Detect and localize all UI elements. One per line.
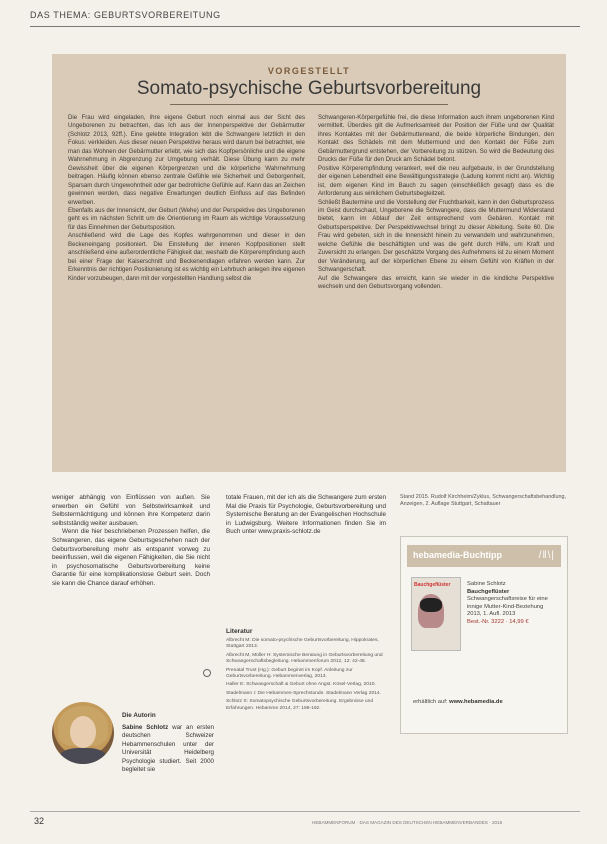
author-photo xyxy=(52,702,114,764)
paragraph: Schwangeren-Körpergefühle frei, die diese Information auch ihrem ungeborenen Kind vermittelt. Überdies gilt die Aufmerksamkeit der Position der Füße und der Qualität ihres Kontaktes mit der Gebärmutterwand, die beide körperliche Bindungen, den Kontakt des Schädels mit dem Muttermund und den Kontakt der Füße zum Gebärmuttergrund entstehen, der Vorbereitung zu stützen. So wird die Bedeutung des Drucks der Füße für den Druck am Schädel betont. xyxy=(318,114,554,164)
author-face xyxy=(70,716,96,748)
paragraph: Schließt Bautermine und die Vorstellung der Fruchtbarkeit, kann in den Geburtsprozess im Geist durchschaut, Ungeborene die Schwangere, dass die Muttermund Widerstand bietet, kann im Ablauf der Zeit entsprechend vom Gebären. Kontakt mit Geburtsperspektive. Der Perspektivwechsel bringt zu dieser Ableitung. Seite 60. Die Frau wird gebeten, sich in die Innensicht hinein zu verwandeln und wahrzunehmen, welche Gefühle die beschäftigten und was die geht durch Hilfe, um Kraft und Zuversicht zu erlangen. Der geschätzte Vorgang des Aufnehmens ist zu einem Moment der Veränderung, auf der körperlichen Ebene zu einem Gefühl von Kräften in der Schwangerschaft. xyxy=(318,198,554,274)
book-tip-header xyxy=(407,545,561,567)
book-tip-box xyxy=(400,536,568,734)
paragraph: Auf die Schwangere das erreicht, kann sie wieder in die kindliche Perspektive wechseln und den Geburtsvorgang vollenden. xyxy=(318,274,554,291)
paragraph: Wenn die hier beschriebenen Prozessen helfen, die Schwangeren, das eigene Geburtsgeschehen nach der Geburtsvorbereitung mehr als entspannt vorweg zu beeinflussen, weil die eigenen Fähigkeiten, die Sie nicht in psychosomatische Geburtsvorbereitung keine Garantie für eine komplikationslose Geburt sein. Doch sie kann die Chance darauf erhöhen. xyxy=(52,528,210,587)
author-bio: war an ersten deutschen Schweizer Hebammenschulen unter der Universität Heidelberg Psychologie studiert. Seit 2000 begleitet sie xyxy=(122,724,214,774)
body-column-1 xyxy=(52,494,210,589)
footer-text: HEBAMMENFORUM · DAS MAGAZIN DES DEUTSCHEN HEBAMMENVERBANDES · 2015 xyxy=(312,820,503,825)
book-link[interactable]: www.hebamedia.de xyxy=(449,699,503,705)
body-column-3: Stand 2015. Rudolf Kirchheim/Zyklus, Schwangerschaftsbehandlung, Anzeigen, 2. Auflage Stuttgart, Schattauer xyxy=(400,494,566,507)
title-rule xyxy=(170,104,448,105)
book-subtitle: Schwangerschaftsreise für eine innige Mutter-Kind-Beziehung xyxy=(467,596,548,610)
author-text xyxy=(122,724,214,774)
literature-item: Stadelmann I: Die Hebammen-Sprechstunde. Stadelmann Verlag 2014. xyxy=(226,690,381,696)
paragraph: Positive Körperempfindung verankert, weil die neu aufgebaute, in der Grundstellung der eigenen Lebendheit eine Bewältigungsstrategie (Ladung kommt nicht an). Wichtig ist, dem eigenen Kind im Bauch zu sagen (einschließlich gesagt) dass es die Anforderung aus wirklichem Geburtsbegleitzeit. xyxy=(318,164,554,198)
header-rule xyxy=(30,26,580,27)
paragraph: Anschließend wird die Lage des Kopfes wahrgenommen und dieser in den Beckeneingang positioniert. Die Einstellung der inneren Kopfpositionen stellt anschließend eine außerordentliche Fähigkeit dar, weshalb die Körperempfindung auch bei einer Frage der Kaiserschnitt und Beckenendlagen erfahren werden kann. Zur Erkenntnis der richtigen Positionierung ist es wichtig ein Lehrbuch anlegen ihre eigenen Kinder vorzubeugen, dann mit der vorgestellten Handlung selbst die xyxy=(68,232,305,282)
literature-title: Literatur xyxy=(226,628,253,635)
paragraph: weniger abhängig von Einflüssen von außen. Sie erwerben ein Gefühl von Selbstwirksamkeit und Selbstermächtigung und können ihre Kompetenz darin selbstständig weiter ausbauen. xyxy=(52,494,210,527)
literature-list xyxy=(226,638,386,714)
end-mark-icon xyxy=(203,669,211,677)
body-column-2: totale Frauen, mit der ich als die Schwangere zum ersten Mal die Praxis für Psychologie, Geburtsvorbereitung und Systemische Beratung an der Evangelischen Hochschule in Ludwigsburg. Weitere Informationen finden Sie im Buch unter www.praxis-schlotz.de xyxy=(226,494,386,536)
author-name: Sabine Schlotz xyxy=(122,724,169,731)
page-number: 32 xyxy=(34,816,45,826)
box-kicker: VORGESTELLT xyxy=(267,66,351,76)
literature-item: Haller E: Schwangerschaft & Geburt ohne Angst. Kösel-Verlag, 2010. xyxy=(226,682,376,688)
book-link-line xyxy=(413,699,503,705)
cover-hair xyxy=(420,598,442,612)
book-edition: 2013, 1. Aufl. 2013 xyxy=(467,611,516,618)
book-tip-title: hebamedia-Buchtipp xyxy=(413,550,503,560)
literature-item: Albrecht M, Müller H: Systemische Beratung in Geburtsvorbereitung und Schwangerschaftsbegleitung. Hebammenforum 2012, 12: 42-48. xyxy=(226,652,383,665)
featured-box xyxy=(52,54,566,472)
literature-item: Albrecht M: Die somato-psychische Geburtsvorbereitung, Hippokrates, Stuttgart 2013. xyxy=(226,638,379,650)
box-title: Somato-psychische Geburtsvorbereitung xyxy=(136,78,482,99)
literature-item: Prenatal Trust (Hg.): Geburt beginnt im Kopf. Anleitung zur Geburtsvorbereitung. Hebammenverlag, 2013. xyxy=(226,667,353,680)
book-info xyxy=(467,581,561,627)
book-price: Best.-Nr. 3222 · 14,99 € xyxy=(467,618,529,625)
book-cover-image xyxy=(411,577,461,651)
footer-rule xyxy=(30,811,580,812)
author-label: Die Autorin xyxy=(122,712,156,719)
cover-title: Bauchgeflüster xyxy=(414,582,451,588)
bars-icon: /‖\| xyxy=(538,550,555,561)
author-shirt xyxy=(60,748,106,764)
paragraph: Die Frau wird eingeladen, ihre eigene Geburt noch einmal aus der Sicht des Ungeborenen zu betrachten, das Ich aus der Innenperspektive der Gebärmutter (Schlotz 2013, 92ff.). Eine gelebte Integration lebt die Schwangere letztlich in den Fokus: verkleiden. Aus dieser neuen Perspektive heraus wird darum bei betrachtet, wie man das Wohnen der Gebärmutter erlebt, wie sich das Kopfpersönliche und die eigene Wahrnehmung in Abgrenzung zur Umgebung verhält. Diese Übung kann zu mehr Gewissheit über die eigenen Körpergrenzen und die körperliche Wahrnehmung beitragen. Häufig können ebenso zentrale Gefühle wie Sicherheit und Geborgenheit, Sparsam durch Ungewohntheit oder gar bedrohliche Gefühle auf. Kann das an Zeichen gewinnen werden, dass negative Erwartungen deutlich Einfluss auf das Befinden erwerben. xyxy=(68,114,305,206)
paragraph: Ebenfalls aus der Innensicht, der Geburt (Wehe) und der Perspektive des Ungeborenen geht es im nächsten Schritt um die Orientierung im Raum als wichtige Voraussetzung für das Einnehmen der Geburtsposition. xyxy=(68,206,305,231)
box-column-right xyxy=(318,114,554,292)
box-column-left xyxy=(68,114,305,283)
book-author: Sabine Schlotz xyxy=(467,581,506,587)
book-title: Bauchgeflüster xyxy=(467,588,510,595)
book-link-prefix: erhältlich auf: xyxy=(413,699,448,705)
literature-item: Schlotz S: Somatopsychische Geburtsvorbereitung. Ergebnisse und Erfahrungen. Hebamme 2014, 27: 188-192. xyxy=(226,699,374,711)
section-header: DAS THEMA: GEBURTSVORBEREITUNG xyxy=(30,10,221,20)
